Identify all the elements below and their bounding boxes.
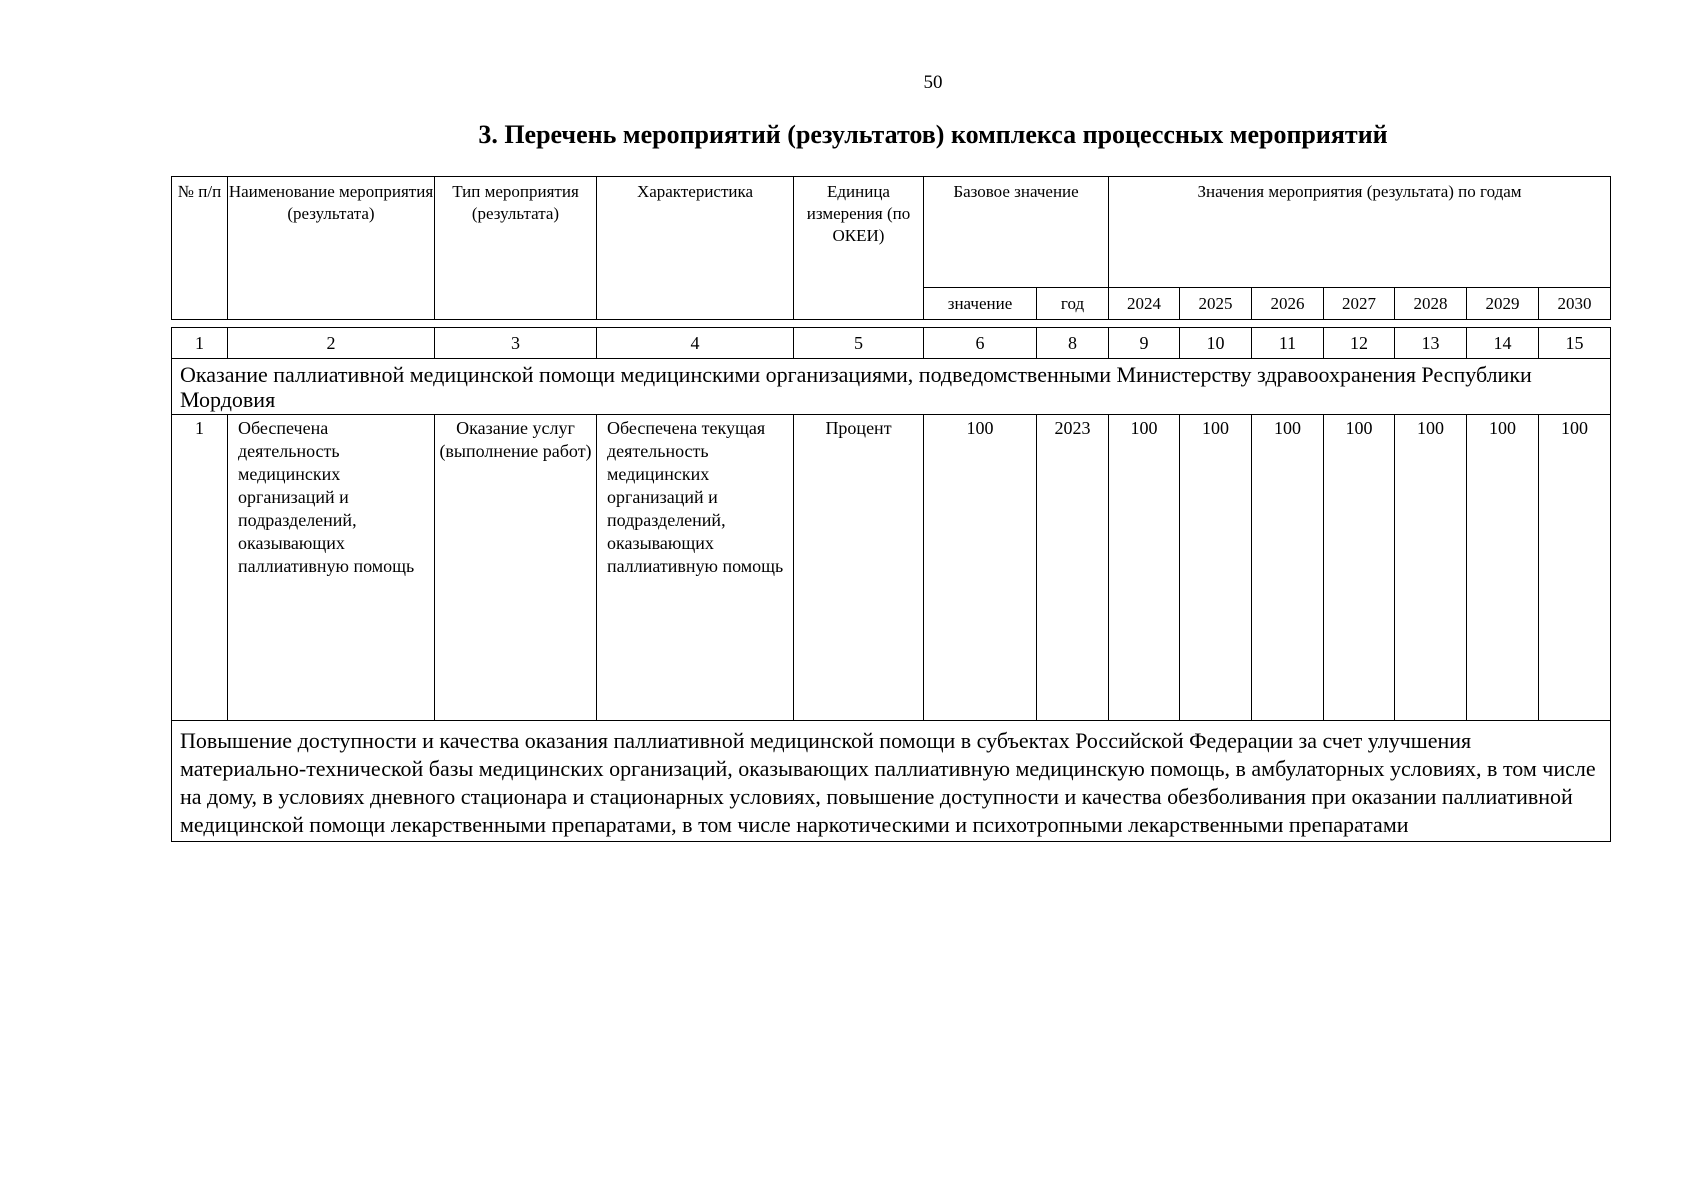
header-years-group: Значения мероприятия (результата) по годам [1109,177,1611,288]
column-number: 4 [597,328,794,359]
table-header [171,176,1611,320]
row-base-value: 100 [924,415,1037,721]
row-base-year: 2023 [1037,415,1109,721]
row-year-value: 100 [1324,415,1395,721]
section-row [172,359,1611,415]
column-number: 6 [924,328,1037,359]
header-sub-year: год [1037,288,1109,320]
row-characteristic: Обеспечена текущая деятельность медицинских организаций и подразделений, оказывающих паллиативную помощь [597,415,794,721]
header-year: 2027 [1324,288,1395,320]
header-year: 2026 [1252,288,1324,320]
header-year: 2024 [1109,288,1180,320]
column-number: 2 [228,328,435,359]
header-year: 2030 [1539,288,1611,320]
column-number: 3 [435,328,597,359]
row-year-value: 100 [1539,415,1611,721]
row-year-value: 100 [1109,415,1180,721]
header-num: № п/п [172,177,228,320]
table-body [171,327,1611,842]
column-number: 5 [794,328,924,359]
page-title: 3. Перечень мероприятий (результатов) комплекса процессных мероприятий [478,120,1388,149]
footer-section-row [172,721,1611,842]
header-type: Тип мероприятия (результата) [435,177,597,320]
column-number: 9 [1109,328,1180,359]
row-name: Обеспечена деятельность медицинских организаций и подразделений, оказывающих паллиативную помощь [228,415,435,721]
row-year-value: 100 [1467,415,1539,721]
header-year: 2028 [1395,288,1467,320]
row-year-value: 100 [1252,415,1324,721]
header-year: 2025 [1180,288,1252,320]
header-name: Наименование мероприятия (результата) [228,177,435,320]
footer-section-text: Повышение доступности и качества оказания паллиативной медицинской помощи в субъектах Российской Федерации за счет улучшения материально-технической базы медицинских организаций, оказывающих паллиативную медицинскую помощь, в амбулаторных условиях, в том числе на дому, в условиях дневного стационара и стационарных условиях, повышение доступности и качества обезболивания при оказании паллиативной медицинской помощи лекарственными препаратами, в том числе наркотическими и психотропными лекарственными препаратами [172,721,1611,842]
column-number: 11 [1252,328,1324,359]
row-type: Оказание услуг (выполнение работ) [435,415,597,721]
page-number: 50 [923,72,943,93]
column-number: 8 [1037,328,1109,359]
row-year-value: 100 [1395,415,1467,721]
column-number: 10 [1180,328,1252,359]
section-title: Оказание паллиативной медицинской помощи медицинскими организациями, подведомственными Министерству здравоохранения Республики Мордовия [172,359,1611,415]
header-characteristic: Характеристика [597,177,794,320]
header-sub-value: значение [924,288,1037,320]
column-number: 12 [1324,328,1395,359]
column-number: 15 [1539,328,1611,359]
table-row [172,415,1611,721]
row-number: 1 [172,415,228,721]
header-base-value: Базовое значение [924,177,1109,288]
header-unit: Единица измерения (по ОКЕИ) [794,177,924,320]
header-year: 2029 [1467,288,1539,320]
column-number: 14 [1467,328,1539,359]
column-number: 13 [1395,328,1467,359]
column-number-row [172,328,1611,359]
row-unit: Процент [794,415,924,721]
row-year-value: 100 [1180,415,1252,721]
column-number: 1 [172,328,228,359]
